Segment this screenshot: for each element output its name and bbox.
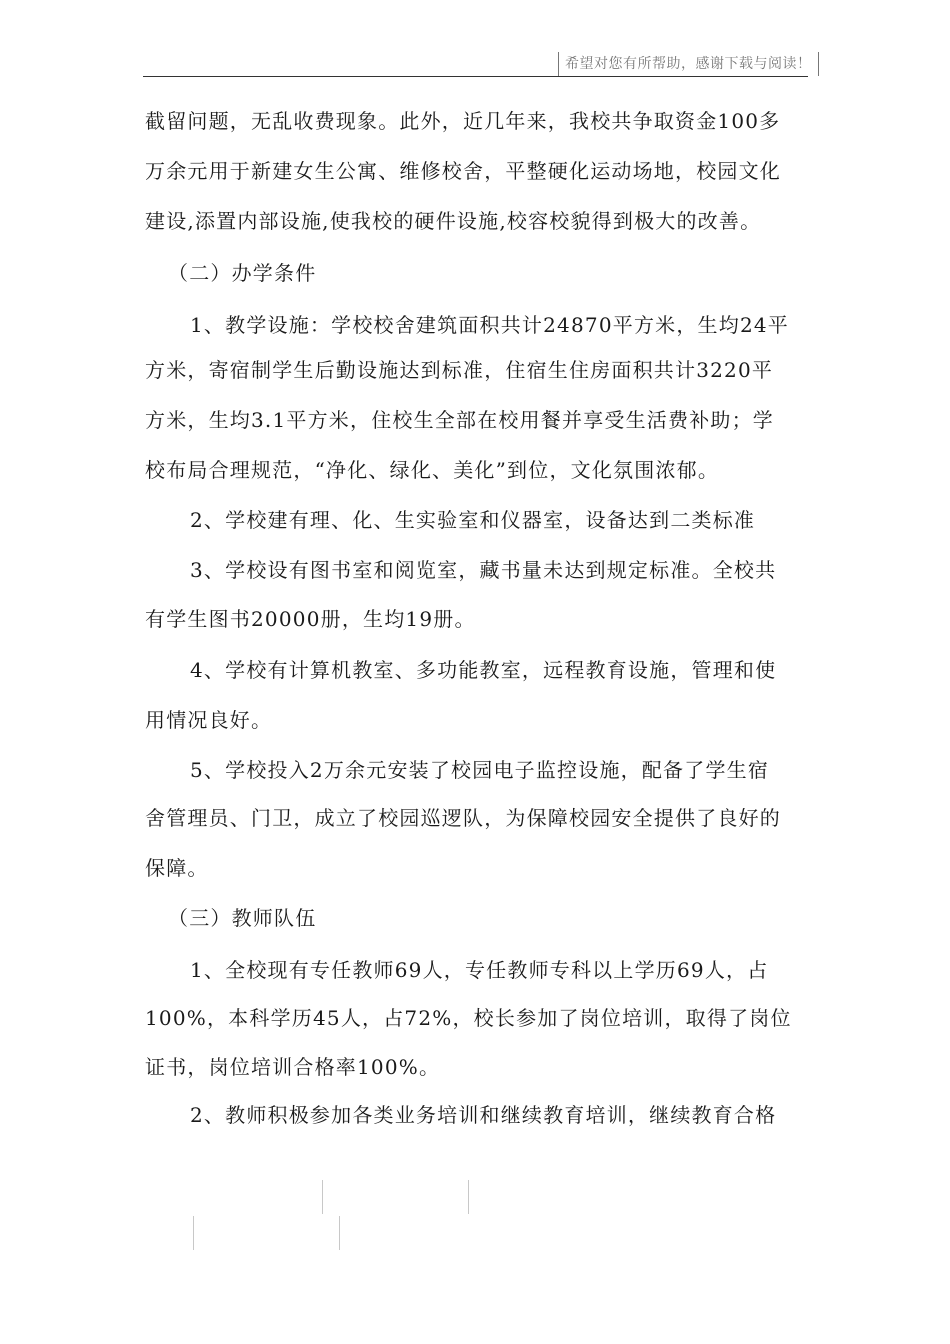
- body-line: 方米，寄宿制学生后勤设施达到标准，住宿生住房面积共计3220平: [145, 358, 774, 382]
- faint-vertical-line: [468, 1180, 469, 1214]
- body-line: 2、教师积极参加各类业务培训和继续教育培训，继续教育合格: [190, 1103, 777, 1127]
- body-line: 1、全校现有专任教师69人，专任教师专科以上学历69人，占: [190, 958, 769, 982]
- faint-vertical-line: [193, 1216, 194, 1250]
- body-line: 100%，本科学历45人，占72%，校长参加了岗位培训，取得了岗位: [145, 1006, 792, 1030]
- body-line: 5、学校投入2万余元安装了校园电子监控设施，配备了学生宿: [190, 758, 770, 782]
- body-line: 3、学校设有图书室和阅览室，藏书量未达到规定标准。全校共: [190, 558, 777, 582]
- body-line: 截留问题，无乱收费现象。此外，近几年来，我校共争取资金100多: [145, 109, 781, 133]
- body-line: 保障。: [145, 856, 209, 880]
- body-line: 万余元用于新建女生公寓、维修校舍，平整硬化运动场地，校园文化: [145, 159, 781, 183]
- header-rule: [143, 76, 808, 77]
- body-line: 用情况良好。: [145, 708, 273, 732]
- body-line: 建设,添置内部设施,使我校的硬件设施,校容校貌得到极大的改善。: [145, 209, 762, 233]
- section-heading: （三）教师队伍: [168, 906, 317, 930]
- body-line: 舍管理员、门卫，成立了校园巡逻队，为保障校园安全提供了良好的: [145, 806, 781, 830]
- body-line: 有学生图书20000册，生均19册。: [145, 607, 476, 631]
- body-line: 方米，生均3.1平方米，住校生全部在校用餐并享受生活费补助；学: [145, 408, 775, 432]
- body-line: 4、学校有计算机教室、多功能教室，远程教育设施，管理和使: [190, 658, 777, 682]
- body-line: 校布局合理规范，“净化、绿化、美化”到位，文化氛围浓郁。: [145, 458, 720, 482]
- body-line: 1、教学设施：学校校舍建筑面积共计24870平方米，生均24平: [190, 313, 789, 337]
- body-line: 2、学校建有理、化、生实验室和仪器室，设备达到二类标准: [190, 508, 756, 532]
- section-heading: （二）办学条件: [168, 261, 317, 285]
- faint-vertical-line: [339, 1216, 340, 1250]
- header-tagline: 希望对您有所帮助，感谢下载与阅读！: [558, 52, 819, 76]
- body-line: 证书，岗位培训合格率100%。: [145, 1055, 441, 1079]
- faint-vertical-line: [322, 1180, 323, 1214]
